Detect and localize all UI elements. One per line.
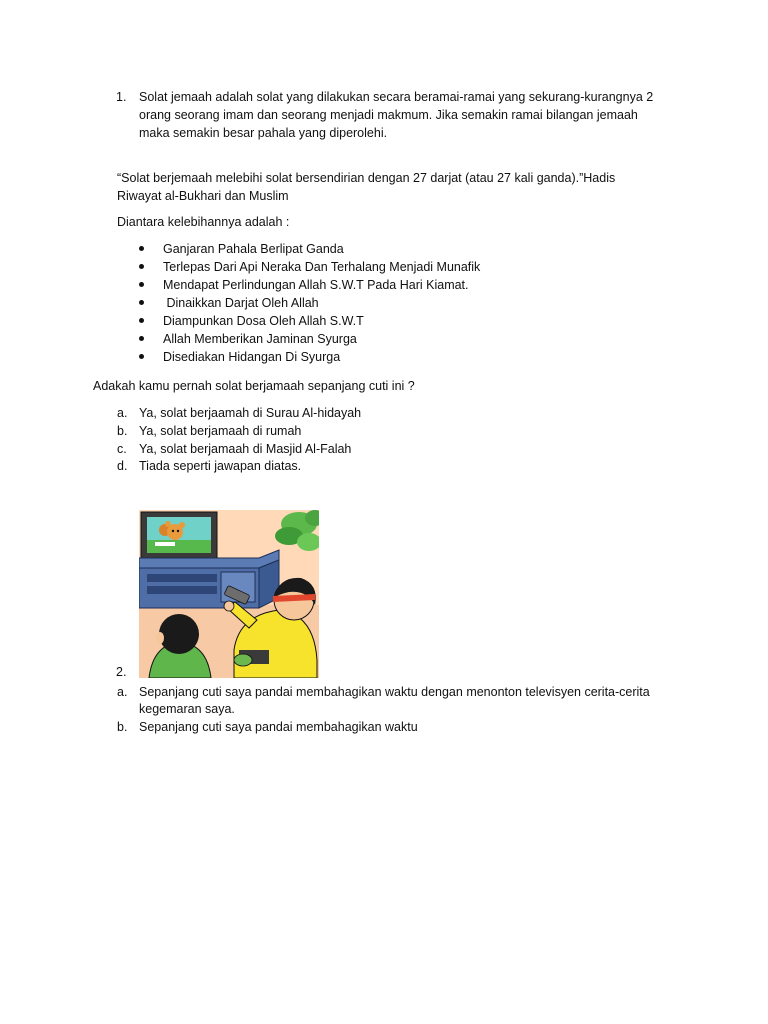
children-watching-tv-illustration: [139, 510, 319, 678]
option-letter: d.: [117, 459, 128, 473]
option-letter: b.: [117, 424, 128, 438]
option-b-text[interactable]: Ya, solat berjamaah di rumah: [139, 424, 302, 438]
bullet-icon: [139, 282, 144, 287]
television-icon: [141, 512, 217, 558]
bullet-icon: [139, 318, 144, 323]
benefit-item: Allah Memberikan Jaminan Syurga: [163, 332, 357, 346]
question-1-line-2: orang seorang imam dan seorang menjadi makmum. Jika semakin ramai bilangan jemaah: [139, 108, 638, 122]
question-1-line-1: Solat jemaah adalah solat yang dilakukan secara beramai-ramai yang sekurang-kurangnya 2: [139, 90, 654, 104]
option-d-text[interactable]: Tiada seperti jawapan diatas.: [139, 459, 302, 473]
benefit-item: Disediakan Hidangan Di Syurga: [163, 350, 341, 364]
option-c-text[interactable]: Ya, solat berjamaah di Masjid Al-Falah: [139, 442, 352, 456]
option-letter: a.: [117, 685, 128, 699]
benefit-item: Mendapat Perlindungan Allah S.W.T Pada Hari Kiamat.: [163, 278, 469, 292]
option-letter: b.: [117, 720, 128, 734]
bullet-icon: [139, 264, 144, 269]
benefit-item: Ganjaran Pahala Berlipat Ganda: [163, 242, 344, 256]
benefits-heading: Diantara kelebihannya adalah :: [117, 215, 290, 229]
bullet-icon: [139, 246, 144, 251]
question-1-prompt: Adakah kamu pernah solat berjamaah sepanjang cuti ini ?: [93, 379, 415, 393]
q2-option-b-line-1[interactable]: Sepanjang cuti saya pandai membahagikan waktu: [139, 720, 418, 734]
bullet-icon: [139, 336, 144, 341]
option-a-text[interactable]: Ya, solat berjaamah di Surau Al-hidayah: [139, 406, 362, 420]
option-letter: a.: [117, 406, 128, 420]
benefit-item: Dinaikkan Darjat Oleh Allah: [163, 296, 319, 310]
q2-option-a-line-1[interactable]: Sepanjang cuti saya pandai membahagikan waktu dengan menonton televisyen cerita-cerita: [139, 685, 650, 699]
benefit-item: Diampunkan Dosa Oleh Allah S.W.T: [163, 314, 364, 328]
benefit-item: Terlepas Dari Api Neraka Dan Terhalang Menjadi Munafik: [163, 260, 481, 274]
question-2-number: 2.: [116, 665, 127, 679]
option-letter: c.: [117, 442, 127, 456]
hadith-quote-line-2: Riwayat al-Bukhari dan Muslim: [117, 189, 289, 203]
tv-cabinet: [139, 550, 279, 608]
question-1-line-3: maka semakin besar pahala yang diperolehi.: [139, 126, 388, 140]
q2-option-a-line-2[interactable]: kegemaran saya.: [139, 702, 235, 716]
question-1-number: 1.: [116, 90, 127, 104]
bullet-icon: [139, 354, 144, 359]
bullet-icon: [139, 300, 144, 305]
hadith-quote-line-1: “Solat berjemaah melebihi solat bersendirian dengan 27 darjat (atau 27 kali ganda).”Hadis: [117, 171, 616, 185]
